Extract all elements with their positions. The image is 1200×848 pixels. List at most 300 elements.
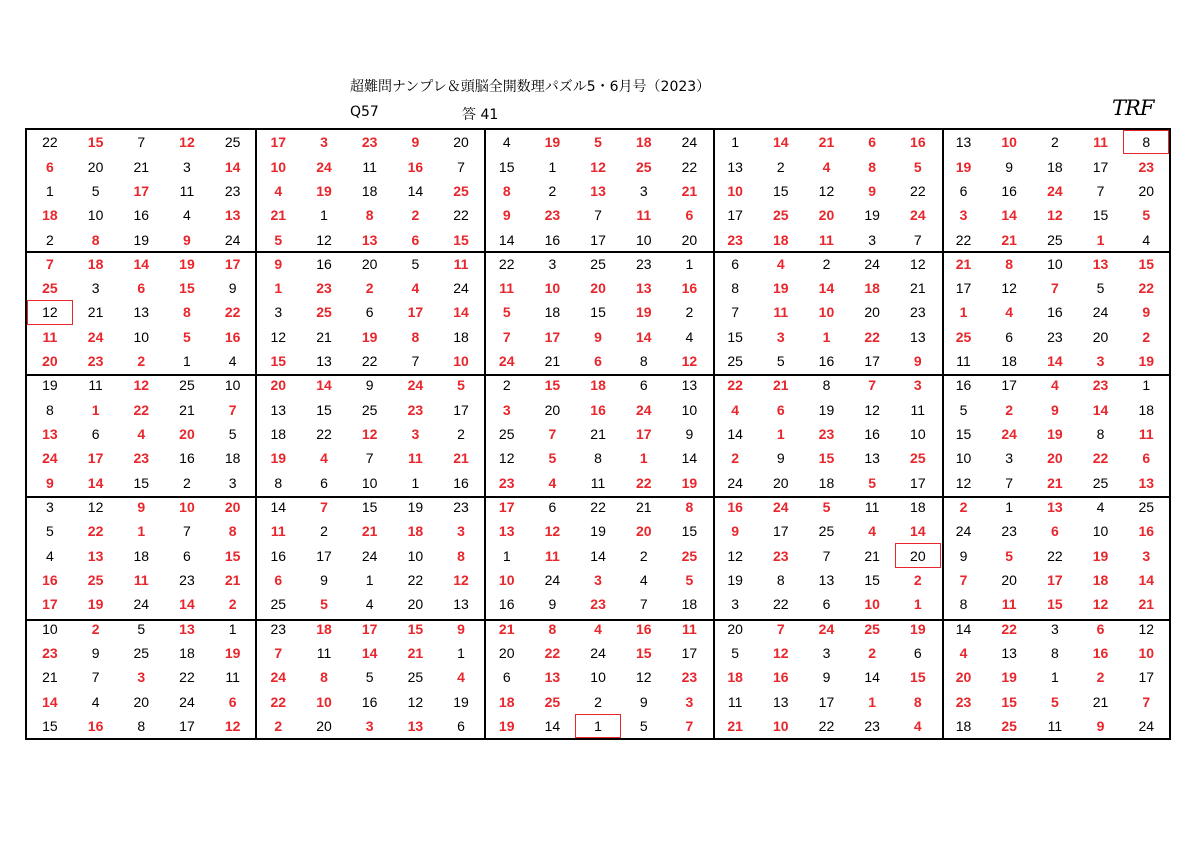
grid-cell: 2 xyxy=(274,717,283,734)
grid-cell: 18 xyxy=(498,693,515,710)
grid-cell: 12 xyxy=(270,328,287,345)
grid-cell: 17 xyxy=(681,644,698,661)
grid-cell: 15 xyxy=(818,450,835,467)
grid-cell: 10 xyxy=(590,669,606,686)
grid-cell: 25 xyxy=(133,644,150,661)
grid-cell: 15 xyxy=(453,231,469,248)
grid-cell: 15 xyxy=(270,353,287,370)
grid-cell: 3 xyxy=(228,474,237,491)
grid-cell: 21 xyxy=(1047,474,1063,491)
grid-cell: 20 xyxy=(498,644,515,661)
grid-cell: 8 xyxy=(274,474,283,491)
grid-cell: 8 xyxy=(594,450,602,467)
grid-cell: 7 xyxy=(137,134,146,151)
grid-cell: 3 xyxy=(548,255,557,272)
grid-cell: 15 xyxy=(590,304,606,321)
grid-cell: 5 xyxy=(868,474,877,491)
answer-label: 答 41 xyxy=(462,107,499,123)
grid-cell: 23 xyxy=(1138,158,1155,175)
grid-cell: 15 xyxy=(864,571,880,588)
grid-cell: 21 xyxy=(635,499,652,516)
grid-cell: 12 xyxy=(1138,620,1155,637)
grid-cell: 5 xyxy=(502,304,511,321)
grid-cell: 7 xyxy=(1050,280,1059,297)
grid-cell: 8 xyxy=(137,717,146,734)
grid-cell: 1 xyxy=(639,450,648,467)
grid-cell: 5 xyxy=(1005,547,1014,564)
grid-cell: 24 xyxy=(87,328,104,345)
grid-cell: 15 xyxy=(179,280,195,297)
grid-cell: 20 xyxy=(727,620,743,637)
grid-cell: 5 xyxy=(822,499,831,516)
grid-cell: 1 xyxy=(365,571,374,588)
grid-cell: 16 xyxy=(910,134,926,151)
grid-cell: 25 xyxy=(590,255,606,272)
grid-cell: 2 xyxy=(1096,669,1105,686)
grid-cell: 18 xyxy=(1092,571,1109,588)
grid-cell: 2 xyxy=(1142,328,1151,345)
grid-cell: 17 xyxy=(42,596,58,613)
grid-cell: 13 xyxy=(407,717,424,734)
grid-cell: 18 xyxy=(224,450,241,467)
grid-cell: 6 xyxy=(1142,450,1151,467)
grid-cell: 1 xyxy=(411,474,420,491)
grid-cell: 13 xyxy=(1001,644,1017,661)
grid-cell: 11 xyxy=(1001,596,1017,613)
grid-cell: 19 xyxy=(1001,669,1017,686)
grid-cell: 2 xyxy=(46,231,54,248)
grid-cell: 7 xyxy=(959,571,968,588)
grid-cell: 9 xyxy=(137,499,146,516)
grid-cell: 17 xyxy=(1001,377,1017,394)
grid-cell: 23 xyxy=(42,644,58,661)
grid-cell: 11 xyxy=(682,620,697,637)
grid-cell: 4 xyxy=(548,474,557,491)
puzzle-grid xyxy=(25,128,1171,740)
grid-cell: 6 xyxy=(548,499,557,516)
grid-cell: 21 xyxy=(955,255,972,272)
grid-cell: 20 xyxy=(681,231,698,248)
grid-cell: 15 xyxy=(910,669,926,686)
grid-cell: 9 xyxy=(959,547,968,564)
grid-cell: 13 xyxy=(133,304,150,321)
grid-cell: 25 xyxy=(1001,717,1017,734)
grid-cell: 4 xyxy=(228,353,237,370)
grid-cell: 7 xyxy=(411,353,420,370)
grid-cell: 3 xyxy=(502,401,511,418)
grid-cell: 1 xyxy=(575,714,621,738)
grid-cell: 13 xyxy=(727,158,743,175)
grid-cell: 3 xyxy=(868,231,877,248)
grid-cell: 3 xyxy=(411,426,420,443)
grid-cell: 4 xyxy=(91,693,100,710)
grid-cell: 23 xyxy=(635,255,652,272)
grid-cell: 20 xyxy=(895,543,941,567)
grid-cell: 12 xyxy=(498,450,515,467)
grid-cell: 18 xyxy=(955,717,972,734)
grid-cell: 18 xyxy=(864,280,880,297)
grid-cell: 20 xyxy=(453,134,469,151)
grid-cell: 1 xyxy=(868,693,877,710)
grid-cell: 5 xyxy=(913,158,922,175)
grid-cell: 10 xyxy=(42,620,58,637)
grid-cell: 6 xyxy=(639,377,648,394)
grid-cell: 6 xyxy=(959,182,968,199)
grid-cell: 13 xyxy=(681,377,698,394)
grid-cell: 7 xyxy=(365,450,374,467)
grid-cell: 6 xyxy=(274,571,283,588)
grid-cell: 12 xyxy=(727,547,743,564)
grid-cell: 15 xyxy=(42,717,58,734)
grid-cell: 18 xyxy=(42,207,58,224)
grid-cell: 21 xyxy=(498,620,515,637)
grid-cell: 1 xyxy=(137,523,146,540)
grid-cell: 21 xyxy=(864,547,880,564)
grid-cell: 16 xyxy=(818,353,835,370)
grid-cell: 4 xyxy=(776,255,785,272)
grid-cell: 16 xyxy=(407,158,424,175)
grid-cell: 8 xyxy=(91,231,100,248)
grid-cell: 19 xyxy=(1092,547,1109,564)
grid-cell: 2 xyxy=(1005,401,1014,418)
grid-cell: 4 xyxy=(320,450,328,467)
grid-cell: 14 xyxy=(544,717,561,734)
grid-cell: 21 xyxy=(773,377,789,394)
grid-cell: 6 xyxy=(183,547,191,564)
grid-cell: 15 xyxy=(1001,693,1017,710)
grid-cell: 7 xyxy=(502,328,511,345)
grid-cell: 1 xyxy=(776,426,785,443)
grid-cell: 18 xyxy=(270,426,287,443)
grid-cell: 1 xyxy=(457,644,465,661)
grid-cell: 23 xyxy=(910,304,926,321)
grid-cell: 3 xyxy=(320,134,328,151)
grid-cell: 2 xyxy=(183,474,191,491)
grid-cell: 19 xyxy=(133,231,150,248)
grid-cell: 12 xyxy=(27,300,73,324)
grid-cell: 15 xyxy=(1047,596,1063,613)
grid-cell: 25 xyxy=(179,377,195,394)
grid-cell: 18 xyxy=(87,255,104,272)
grid-cell: 20 xyxy=(224,499,241,516)
grid-cell: 2 xyxy=(959,499,968,516)
grid-cell: 19 xyxy=(910,620,926,637)
grid-cell: 11 xyxy=(453,255,469,272)
grid-cell: 13 xyxy=(453,596,469,613)
grid-cell: 21 xyxy=(1092,693,1109,710)
grid-cell: 10 xyxy=(1001,134,1017,151)
grid-cell: 25 xyxy=(681,547,698,564)
grid-cell: 5 xyxy=(183,328,191,345)
grid-cell: 12 xyxy=(544,523,561,540)
grid-cell: 6 xyxy=(868,134,877,151)
grid-cell: 3 xyxy=(91,280,100,297)
grid-cell: 19 xyxy=(955,158,972,175)
grid-cell: 9 xyxy=(365,377,374,394)
grid-cell: 19 xyxy=(864,207,880,224)
grid-cell: 8 xyxy=(731,280,739,297)
grid-cell: 10 xyxy=(361,474,378,491)
grid-cell: 4 xyxy=(137,426,146,443)
grid-cell: 6 xyxy=(913,644,922,661)
grid-cell: 11 xyxy=(1093,134,1108,151)
grid-cell: 8 xyxy=(365,207,374,224)
grid-cell: 15 xyxy=(1138,255,1155,272)
grid-cell: 5 xyxy=(137,620,146,637)
grid-cell: 22 xyxy=(955,231,972,248)
grid-cell: 7 xyxy=(228,401,237,418)
grid-cell: 25 xyxy=(87,571,104,588)
grid-cell: 5 xyxy=(1096,280,1105,297)
grid-cell: 4 xyxy=(457,669,465,686)
grid-cell: 16 xyxy=(224,328,241,345)
grid-cell: 11 xyxy=(1047,717,1063,734)
grid-cell: 20 xyxy=(864,304,880,321)
grid-cell: 11 xyxy=(316,644,332,661)
grid-cell: 13 xyxy=(1092,255,1109,272)
grid-cell: 25 xyxy=(544,693,561,710)
grid-cell: 24 xyxy=(270,669,287,686)
grid-cell: 12 xyxy=(818,182,835,199)
grid-cell: 4 xyxy=(685,328,694,345)
grid-cell: 13 xyxy=(42,426,58,443)
grid-cell: 5 xyxy=(457,377,465,394)
grid-cell: 25 xyxy=(361,401,378,418)
grid-cell: 1 xyxy=(1005,499,1014,516)
grid-cell: 13 xyxy=(544,669,561,686)
grid-cell: 4 xyxy=(959,644,968,661)
grid-cell: 14 xyxy=(864,669,880,686)
grid-cell: 18 xyxy=(635,134,652,151)
grid-cell: 23 xyxy=(453,499,469,516)
grid-cell: 21 xyxy=(1001,231,1017,248)
grid-cell: 8 xyxy=(913,693,922,710)
grid-cell: 3 xyxy=(1005,450,1014,467)
grid-cell: 21 xyxy=(544,353,561,370)
grid-cell: 9 xyxy=(46,474,54,491)
grid-cell: 25 xyxy=(407,669,424,686)
grid-cell: 24 xyxy=(407,377,424,394)
grid-cell: 6 xyxy=(91,426,100,443)
grid-cell: 19 xyxy=(407,499,424,516)
grid-cell: 2 xyxy=(1050,134,1059,151)
grid-cell: 6 xyxy=(137,280,146,297)
grid-cell: 21 xyxy=(316,328,332,345)
grid-cell: 11 xyxy=(133,571,149,588)
grid-cell: 19 xyxy=(544,134,561,151)
grid-cell: 5 xyxy=(548,450,557,467)
grid-cell: 5 xyxy=(228,426,237,443)
grid-cell: 6 xyxy=(457,717,465,734)
grid-cell: 24 xyxy=(133,596,150,613)
grid-cell: 22 xyxy=(681,158,698,175)
grid-cell: 13 xyxy=(910,328,926,345)
grid-cell: 16 xyxy=(773,669,789,686)
grid-cell: 3 xyxy=(822,644,831,661)
grid-cell: 3 xyxy=(274,304,283,321)
grid-cell: 7 xyxy=(685,717,694,734)
grid-cell: 2 xyxy=(137,353,146,370)
grid-cell: 22 xyxy=(179,669,195,686)
grid-cell: 19 xyxy=(316,182,332,199)
grid-cell: 9 xyxy=(91,644,100,661)
grid-cell: 1 xyxy=(685,255,694,272)
grid-cell: 18 xyxy=(773,231,789,248)
grid-cell: 14 xyxy=(1092,401,1109,418)
grid-cell: 7 xyxy=(1096,182,1105,199)
grid-cell: 6 xyxy=(594,353,602,370)
grid-cell: 7 xyxy=(91,669,100,686)
grid-cell: 10 xyxy=(453,353,469,370)
grid-cell: 10 xyxy=(681,401,698,418)
grid-cell: 6 xyxy=(228,693,237,710)
grid-cell: 15 xyxy=(361,499,378,516)
grid-cell: 18 xyxy=(407,523,424,540)
grid-cell: 10 xyxy=(910,426,926,443)
grid-cell: 20 xyxy=(270,377,287,394)
grid-cell: 23 xyxy=(864,717,880,734)
grid-cell: 13 xyxy=(179,620,195,637)
grid-cell: 22 xyxy=(864,328,880,345)
grid-cell: 5 xyxy=(320,596,328,613)
grid-cell: 24 xyxy=(42,450,58,467)
grid-cell: 11 xyxy=(636,207,652,224)
grid-cell: 10 xyxy=(87,207,104,224)
grid-cell: 9 xyxy=(183,231,191,248)
grid-cell: 1 xyxy=(91,401,100,418)
grid-cell: 3 xyxy=(959,207,968,224)
grid-cell: 8 xyxy=(639,353,648,370)
grid-cell: 19 xyxy=(42,377,58,394)
grid-cell: 8 xyxy=(1050,644,1059,661)
grid-cell: 20 xyxy=(1092,328,1109,345)
grid-cell: 17 xyxy=(179,717,195,734)
grid-cell: 21 xyxy=(910,280,926,297)
grid-cell: 12 xyxy=(224,717,241,734)
grid-cell: 25 xyxy=(864,620,880,637)
grid-cell: 8 xyxy=(457,547,465,564)
grid-cell: 4 xyxy=(46,547,54,564)
grid-cell: 1 xyxy=(228,620,237,637)
grid-cell: 14 xyxy=(270,499,287,516)
grid-cell: 22 xyxy=(1047,547,1063,564)
grid-cell: 9 xyxy=(1142,304,1151,321)
grid-cell: 11 xyxy=(727,693,743,710)
grid-cell: 22 xyxy=(224,304,241,321)
grid-cell: 21 xyxy=(87,304,104,321)
grid-cell: 23 xyxy=(498,474,515,491)
grid-cell: 10 xyxy=(864,596,880,613)
grid-cell: 19 xyxy=(590,523,606,540)
grid-cell: 23 xyxy=(1047,328,1063,345)
grid-cell: 15 xyxy=(224,547,241,564)
grid-cell: 11 xyxy=(819,231,834,248)
grid-cell: 8 xyxy=(411,328,420,345)
grid-cell: 23 xyxy=(87,353,104,370)
grid-cell: 18 xyxy=(544,304,561,321)
grid-cell: 6 xyxy=(822,596,831,613)
grid-cell: 6 xyxy=(1096,620,1105,637)
grid-cell: 24 xyxy=(727,474,743,491)
grid-cell: 4 xyxy=(594,620,602,637)
grid-cell: 23 xyxy=(681,669,698,686)
grid-cell: 15 xyxy=(727,328,743,345)
grid-cell: 4 xyxy=(183,207,191,224)
grid-cell: 4 xyxy=(913,717,922,734)
grid-cell: 8 xyxy=(959,596,968,613)
grid-cell: 8 xyxy=(1123,130,1169,154)
grid-cell: 22 xyxy=(42,134,58,151)
grid-cell: 23 xyxy=(270,620,287,637)
grid-cell: 23 xyxy=(818,426,835,443)
grid-cell: 24 xyxy=(316,158,332,175)
grid-cell: 2 xyxy=(685,304,694,321)
grid-cell: 7 xyxy=(1005,474,1014,491)
grid-cell: 20 xyxy=(818,207,835,224)
grid-cell: 16 xyxy=(133,207,150,224)
grid-cell: 13 xyxy=(635,280,652,297)
grid-cell: 18 xyxy=(1138,401,1155,418)
grid-cell: 10 xyxy=(316,693,332,710)
grid-cell: 16 xyxy=(727,499,743,516)
grid-cell: 17 xyxy=(87,450,104,467)
grid-cell: 4 xyxy=(731,401,739,418)
grid-cell: 10 xyxy=(818,304,835,321)
grid-cell: 16 xyxy=(179,450,195,467)
grid-cell: 9 xyxy=(411,134,420,151)
grid-cell: 17 xyxy=(590,231,606,248)
grid-cell: 24 xyxy=(1138,717,1155,734)
grid-cell: 9 xyxy=(868,182,877,199)
grid-cell: 20 xyxy=(316,717,332,734)
grid-cell: 11 xyxy=(956,353,971,370)
grid-cell: 2 xyxy=(457,426,465,443)
grid-cell: 20 xyxy=(1047,450,1063,467)
grid-cell: 12 xyxy=(1001,280,1017,297)
grid-cell: 15 xyxy=(635,644,652,661)
grid-cell: 17 xyxy=(773,523,789,540)
grid-cell: 17 xyxy=(361,620,378,637)
grid-cell: 3 xyxy=(731,596,739,613)
grid-cell: 19 xyxy=(224,644,241,661)
grid-cell: 21 xyxy=(133,158,150,175)
grid-cell: 2 xyxy=(776,158,785,175)
grid-cell: 22 xyxy=(544,644,561,661)
grid-cell: 8 xyxy=(1096,426,1105,443)
grid-cell: 25 xyxy=(453,182,469,199)
grid-cell: 16 xyxy=(453,474,469,491)
grid-cell: 24 xyxy=(955,523,972,540)
grid-cell: 21 xyxy=(727,717,743,734)
grid-cell: 24 xyxy=(179,693,195,710)
grid-cell: 24 xyxy=(361,547,378,564)
grid-cell: 8 xyxy=(1005,255,1014,272)
grid-cell: 3 xyxy=(137,669,146,686)
grid-cell: 16 xyxy=(955,377,972,394)
grid-cell: 10 xyxy=(498,571,515,588)
grid-cell: 15 xyxy=(407,620,424,637)
grid-cell: 25 xyxy=(1092,474,1109,491)
grid-cell: 13 xyxy=(818,571,835,588)
grid-cell: 20 xyxy=(133,693,150,710)
grid-cell: 9 xyxy=(913,353,922,370)
grid-cell: 5 xyxy=(685,571,694,588)
grid-cell: 10 xyxy=(270,158,287,175)
grid-cell: 7 xyxy=(274,644,283,661)
grid-cell: 5 xyxy=(594,134,602,151)
grid-cell: 20 xyxy=(87,158,104,175)
grid-cell: 18 xyxy=(910,499,926,516)
